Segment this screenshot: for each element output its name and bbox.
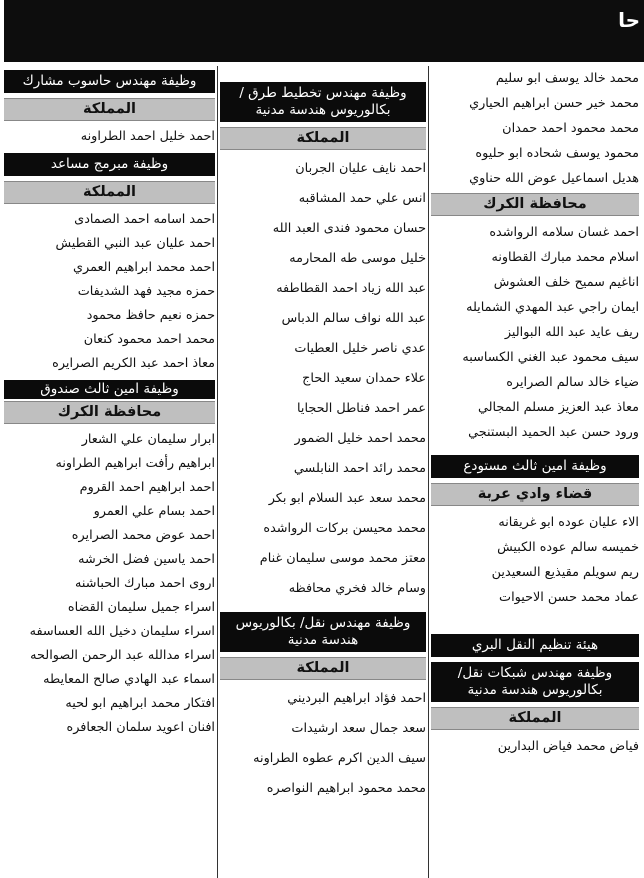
- name-entry: احمد محمد ابراهيم العمري: [73, 260, 215, 275]
- name-entry: اسراء جميل سليمان القضاه: [67, 600, 215, 615]
- name-entry: سعد جمال سعد ارشيدات: [291, 721, 426, 736]
- name-entry: ايمان راجي عبد المهدي الشمايله: [466, 300, 639, 315]
- name-entry: معاذ احمد عبد الكريم الصرايره: [52, 356, 215, 371]
- name-entry: عمر احمد فناطل الحجايا: [297, 401, 426, 416]
- job-heading-programmer: وظيفة مبرمج مساعد: [4, 153, 215, 176]
- job-heading-network-engineer: وظيفة مهندس شبكات نقل/ بكالوريوس هندسة مدنية: [431, 662, 639, 702]
- name-entry: احمد ابراهيم احمد القروم: [79, 480, 215, 495]
- name-entry: سيف محمود عبد الغني الكساسبه: [462, 350, 639, 365]
- name-entry: حسان محمود فندى العبد الله: [272, 221, 426, 236]
- name-list: [431, 510, 639, 610]
- name-entry: احمد اسامه احمد الصمادى: [74, 212, 215, 227]
- name-entry: خميسه سالم عوده الكبيش: [497, 540, 639, 555]
- job-heading-transport-engineer: وظيفة مهندس نقل/ بكالوريوس هندسة مدنية: [220, 612, 426, 652]
- name-entry: محمد رائد احمد النابلسي: [293, 461, 426, 476]
- name-entry: عبد الله نواف سالم الدباس: [281, 311, 426, 326]
- name-entry: فياض محمد فياض البدارين: [497, 739, 639, 754]
- name-entry: احمد غسان سلامه الرواشده: [489, 225, 639, 240]
- name-entry: محمد محمود احمد حمدان: [502, 121, 639, 136]
- name-entry: محمد سعد عبد السلام ابو بكر: [268, 491, 426, 506]
- heading-karak: محافظة الكرك: [4, 401, 215, 424]
- name-entry: معاذ عبد العزيز مسلم المجالي: [477, 400, 639, 415]
- name-entry: احمد بسام علي العمرو: [93, 504, 215, 519]
- job-heading-computer-engineer: وظيفة مهندس حاسوب مشارك: [4, 70, 215, 93]
- name-entry: افتكار محمد ابراهيم ابو لحيه: [65, 696, 215, 711]
- job-heading-store-keeper: وظيفة امين ثالث مستودع: [431, 455, 639, 478]
- column-divider: [428, 66, 429, 878]
- name-entry: ريم سويلم مقيذيع السعيدين: [491, 565, 639, 580]
- name-entry: محمد محمود ابراهيم النواصره: [266, 781, 426, 796]
- heading-wadi-araba: قضاء وادي عربة: [431, 483, 639, 506]
- heading-land-transport-authority: هيئة تنظيم النقل البري: [431, 634, 639, 657]
- name-entry: عدي ناصر خليل العطيات: [294, 341, 426, 356]
- header-fragment: حا: [618, 8, 640, 32]
- name-entry: وسام خالد فخري محافظه: [288, 581, 426, 596]
- name-list: [4, 428, 215, 740]
- name-entry: احمد نايف عليان الجربان: [295, 161, 426, 176]
- job-heading-treasury-keeper: وظيفة امين ثالث صندوق: [4, 380, 215, 399]
- name-entry: عبد الله زياد احمد القطاطفه: [276, 281, 426, 296]
- name-entry: اسراء سليمان دخيل الله العساسفه: [29, 624, 215, 639]
- name-entry: معتز محمد موسى سليمان غنام: [259, 551, 426, 566]
- name-entry: اناغيم سميح خلف العشوش: [493, 275, 639, 290]
- name-entry: احمد ياسين فضل الخرشه: [78, 552, 215, 567]
- name-entry: احمد فؤاد ابراهيم البرديني: [287, 691, 426, 706]
- heading-kingdom: المملكة: [220, 657, 426, 680]
- name-entry: افنان اعويد سلمان الجعافره: [66, 720, 215, 735]
- name-list: [220, 154, 426, 604]
- name-entry: احمد عوض محمد الصرايره: [71, 528, 215, 543]
- name-entry: عماد محمد حسن الاحيوات: [499, 590, 639, 605]
- name-entry: ابرار سليمان علي الشعار: [81, 432, 215, 447]
- name-entry: اسراء مدالله عبد الرحمن الصوالحه: [30, 648, 215, 663]
- name-entry: ضياء خالد سالم الصرايره: [506, 375, 639, 390]
- name-entry: علاء حمدان سعيد الحاج: [302, 371, 426, 386]
- heading-kingdom: المملكة: [431, 707, 639, 730]
- name-entry: ريف عايد عبد الله البواليز: [504, 325, 639, 340]
- heading-kingdom: المملكة: [220, 127, 426, 150]
- name-entry: حمزه مجيد فهد الشديفات: [77, 284, 215, 299]
- name-entry: هديل اسماعيل عوض الله حناوي: [469, 171, 639, 186]
- name-entry: محمد احمد محمود كنعان: [83, 332, 215, 347]
- name-entry: محمود يوسف شحاده ابو حليوه: [475, 146, 639, 161]
- name-entry: محمد خالد يوسف ابو سليم: [495, 71, 639, 86]
- name-list: [220, 684, 426, 804]
- name-entry: محمد احمد خليل الضمور: [294, 431, 426, 446]
- name-entry: اسماء عبد الهادي صالح المعايطه: [43, 672, 215, 687]
- heading-karak: محافظة الكرك: [431, 193, 639, 216]
- name-entry: احمد عليان عبد النبي القطيش: [55, 236, 215, 251]
- heading-kingdom: المملكة: [4, 181, 215, 204]
- name-entry: الاء عليان عوده ابو غريقانه: [498, 515, 639, 530]
- name-entry: انس علي حمد المشاقبه: [298, 191, 426, 206]
- name-entry: ورود حسن عبد الحميد البستنجي: [468, 425, 639, 440]
- heading-kingdom: المملكة: [4, 98, 215, 121]
- column-divider: [217, 66, 218, 878]
- name-entry: احمد خليل احمد الطراونه: [80, 129, 215, 144]
- name-list: [4, 208, 215, 376]
- name-entry: ابراهيم رأفت ابراهيم الطراونه: [55, 456, 215, 471]
- column-right: [431, 66, 639, 759]
- column-middle: [220, 66, 426, 804]
- header-band: [4, 0, 644, 62]
- name-entry: محمد خير حسن ابراهيم الحياري: [469, 96, 639, 111]
- name-list: [4, 125, 215, 149]
- name-entry: محمد محيسن بركات الرواشده: [263, 521, 426, 536]
- name-list: [431, 734, 639, 759]
- name-entry: اروى احمد مبارك الحباشنه: [75, 576, 215, 591]
- name-entry: خليل موسى طه المحارمه: [289, 251, 426, 266]
- name-entry: حمزه نعيم حافظ محمود: [86, 308, 215, 323]
- column-left: [4, 66, 215, 740]
- name-list: [431, 66, 639, 191]
- name-entry: سيف الدين اكرم عطوه الطراونه: [253, 751, 426, 766]
- name-list: [431, 220, 639, 445]
- name-entry: اسلام محمد مبارك القطاونه: [491, 250, 639, 265]
- job-heading-road-planning: وظيفة مهندس تخطيط طرق /بكالوريوس هندسة مدنية: [220, 82, 426, 122]
